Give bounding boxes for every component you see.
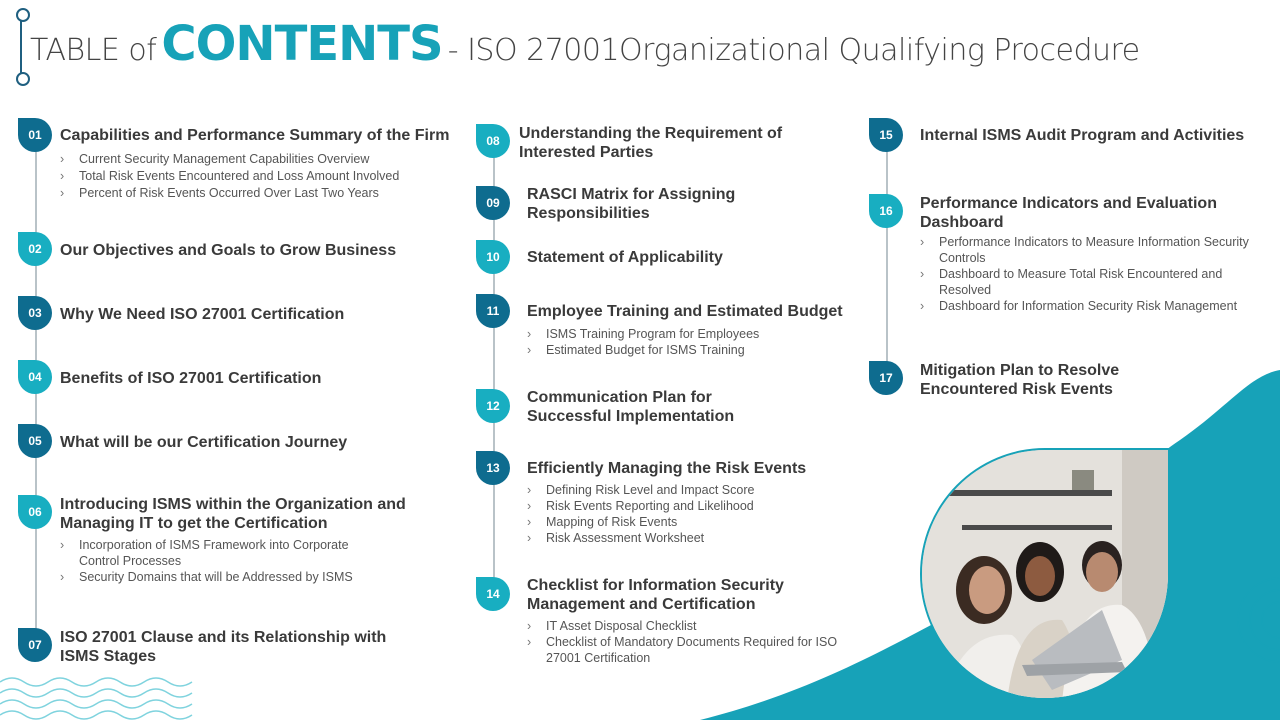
sub-item: › Dashboard to Measure Total Risk Encountered and Resolved xyxy=(920,266,1260,298)
title-emphasis: CONTENTS xyxy=(161,16,443,72)
item-title: Introducing ISMS within the Organization and Managing IT to get the Certification xyxy=(60,496,406,532)
sub-list xyxy=(527,326,847,358)
number-badge: 16 xyxy=(869,194,903,228)
number-badge: 03 xyxy=(18,296,52,330)
item-title: Capabilities and Performance Summary of the Firm xyxy=(60,127,450,144)
number-badge: 17 xyxy=(869,361,903,395)
sub-item: › Checklist of Mandatory Documents Required for ISO 27001 Certification xyxy=(527,634,857,666)
item-title: What will be our Certification Journey xyxy=(60,434,348,451)
team-photo-illustration xyxy=(922,450,1170,700)
sub-item: › Defining Risk Level and Impact Score xyxy=(527,482,847,498)
timeline-column-3 xyxy=(886,135,888,380)
sub-item: › Incorporation of ISMS Framework into Corporate Control Processes xyxy=(60,537,380,569)
number-badge: 09 xyxy=(476,186,510,220)
item-title: Mitigation Plan to Resolve Encountered Risk Events xyxy=(920,362,1120,398)
item-title: Efficiently Managing the Risk Events xyxy=(527,460,807,477)
number-badge: 13 xyxy=(476,451,510,485)
title-suffix: - ISO 27001Organizational Qualifying Procedure xyxy=(447,33,1140,68)
number-badge: 01 xyxy=(18,118,52,152)
number-badge: 14 xyxy=(476,577,510,611)
sub-item: › IT Asset Disposal Checklist xyxy=(527,618,857,634)
sub-list xyxy=(527,482,847,546)
number-badge: 11 xyxy=(476,294,510,328)
sub-list xyxy=(60,537,380,585)
title-accent-line xyxy=(20,12,22,82)
sub-item: › Risk Assessment Worksheet xyxy=(527,530,847,546)
number-badge: 08 xyxy=(476,124,510,158)
sub-item: › Security Domains that will be Addressed by ISMS xyxy=(60,569,380,585)
number-badge: 05 xyxy=(18,424,52,458)
sub-item: › Dashboard for Information Security Risk Management xyxy=(920,298,1260,314)
sub-list xyxy=(527,618,857,666)
item-title: Statement of Applicability xyxy=(527,249,723,266)
item-title: Internal ISMS Audit Program and Activities xyxy=(920,127,1245,144)
sub-item: › Estimated Budget for ISMS Training xyxy=(527,342,847,358)
item-title: Benefits of ISO 27001 Certification xyxy=(60,370,322,387)
sub-item: › Percent of Risk Events Occurred Over Last Two Years xyxy=(60,185,440,201)
item-title: Checklist for Information Security Management and Certification xyxy=(527,577,784,613)
sub-item: › Performance Indicators to Measure Information Security Controls xyxy=(920,234,1260,266)
sub-list xyxy=(920,234,1260,314)
item-title: ISO 27001 Clause and its Relationship with ISMS Stages xyxy=(60,629,387,665)
sub-item: › Current Security Management Capabilities Overview xyxy=(60,151,440,167)
number-badge: 04 xyxy=(18,360,52,394)
item-title: Why We Need ISO 27001 Certification xyxy=(60,306,345,323)
item-title: Communication Plan for Successful Implementation xyxy=(527,389,735,425)
title-prefix: TABLE of xyxy=(30,33,157,68)
number-badge: 02 xyxy=(18,232,52,266)
sub-item: › ISMS Training Program for Employees xyxy=(527,326,847,342)
number-badge: 07 xyxy=(18,628,52,662)
sub-list xyxy=(60,151,440,201)
sub-item: › Mapping of Risk Events xyxy=(527,514,847,530)
number-badge: 12 xyxy=(476,389,510,423)
item-title: Performance Indicators and Evaluation Dashboard xyxy=(920,195,1217,231)
number-badge: 10 xyxy=(476,240,510,274)
team-photo xyxy=(920,448,1170,700)
page-title xyxy=(30,16,1140,72)
item-title: Understanding the Requirement of Interested Parties xyxy=(519,125,783,161)
number-badge: 06 xyxy=(18,495,52,529)
number-badge: 15 xyxy=(869,118,903,152)
sub-item: › Risk Events Reporting and Likelihood xyxy=(527,498,847,514)
item-title: RASCI Matrix for Assigning Responsibilities xyxy=(527,186,736,222)
item-title: Our Objectives and Goals to Grow Business xyxy=(60,242,397,259)
sub-item: › Total Risk Events Encountered and Loss Amount Involved xyxy=(60,168,440,184)
item-title: Employee Training and Estimated Budget xyxy=(527,303,843,320)
